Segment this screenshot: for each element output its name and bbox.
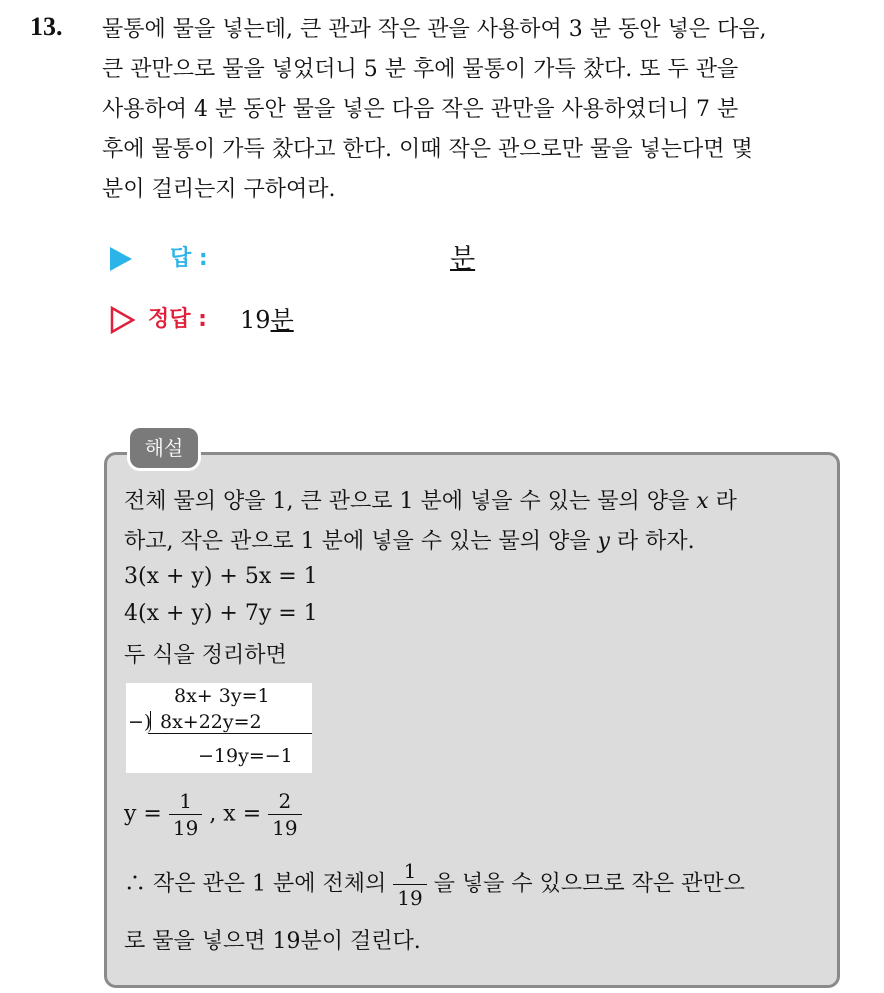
denominator: 19 [172,816,199,840]
conclusion-line [124,858,745,911]
question-text [102,10,867,210]
correct-number: 19 [240,306,271,334]
numerator: 2 [268,788,301,815]
explanation-tag: 해설 [130,428,198,468]
explanation-line [124,524,695,555]
play-triangle-icon [110,247,132,271]
question-line: 큰 관만으로 물을 넣었더니 5 분 후에 물통이 가득 찼다. 또 두 관을 [102,57,739,82]
calc-divider [148,733,312,734]
fraction [393,858,426,911]
calc-minus-sign: −) [128,711,152,733]
outlined-triangle-icon [110,306,136,334]
numerator: 1 [169,788,202,815]
numerator: 1 [393,858,426,885]
text: 라 하자. [609,529,695,554]
variable-x: x [696,489,709,514]
text: y = [124,801,162,827]
question-line: 후에 물통이 가득 찼다고 한다. 이때 작은 관으로만 물을 넣는다면 몇 [102,137,753,162]
calc-bracket [146,711,151,733]
conclusion-line: 로 물을 넣으면 19분이 걸린다. [124,929,421,954]
calc-row-1: 8x+ 3y=1 [174,685,270,707]
question-line: 사용하여 4 분 동안 물을 넣은 다음 작은 관만을 사용하였더니 7 분 [102,97,739,122]
answer-unit: 분 [450,244,476,274]
text: ∴ 작은 관은 1 분에 전체의 [124,871,387,897]
text: 을 넣을 수 있으므로 작은 관만으 [433,871,745,897]
equation-2: 4(x + y) + 7y = 1 [124,601,318,626]
correct-unit: 분 [270,306,294,334]
text: 하고, 작은 관으로 1 분에 넣을 수 있는 물의 양을 [124,529,598,554]
answer-label: 답 : [170,246,208,271]
fraction [268,788,301,841]
text: 라 [708,489,737,514]
text: 전체 물의 양을 1, 큰 관으로 1 분에 넣을 수 있는 물의 양을 [124,489,697,514]
question-number: 13. [30,12,63,41]
question-line: 물통에 물을 넣는데, 큰 관과 작은 관을 사용하여 3 분 동안 넣은 다음, [102,17,767,42]
variable-y: y [597,529,610,554]
answer-row [110,238,510,278]
denominator: 19 [397,886,423,910]
explanation-line [124,484,737,515]
correct-answer-value [240,300,294,335]
denominator: 19 [272,816,298,840]
subtraction-calculation [126,683,312,773]
solution-line [124,788,302,841]
calc-row-2: 8x+22y=2 [160,711,262,733]
text: , x = [209,801,262,827]
correct-answer-label: 정답 : [148,307,207,332]
fraction [169,788,202,841]
equation-1: 3(x + y) + 5x = 1 [124,564,318,589]
correct-answer-row [110,300,510,340]
calc-result: −19y=−1 [198,745,293,767]
question-line: 분이 걸리는지 구하여라. [102,177,336,202]
explanation-line: 두 식을 정리하면 [124,643,287,668]
